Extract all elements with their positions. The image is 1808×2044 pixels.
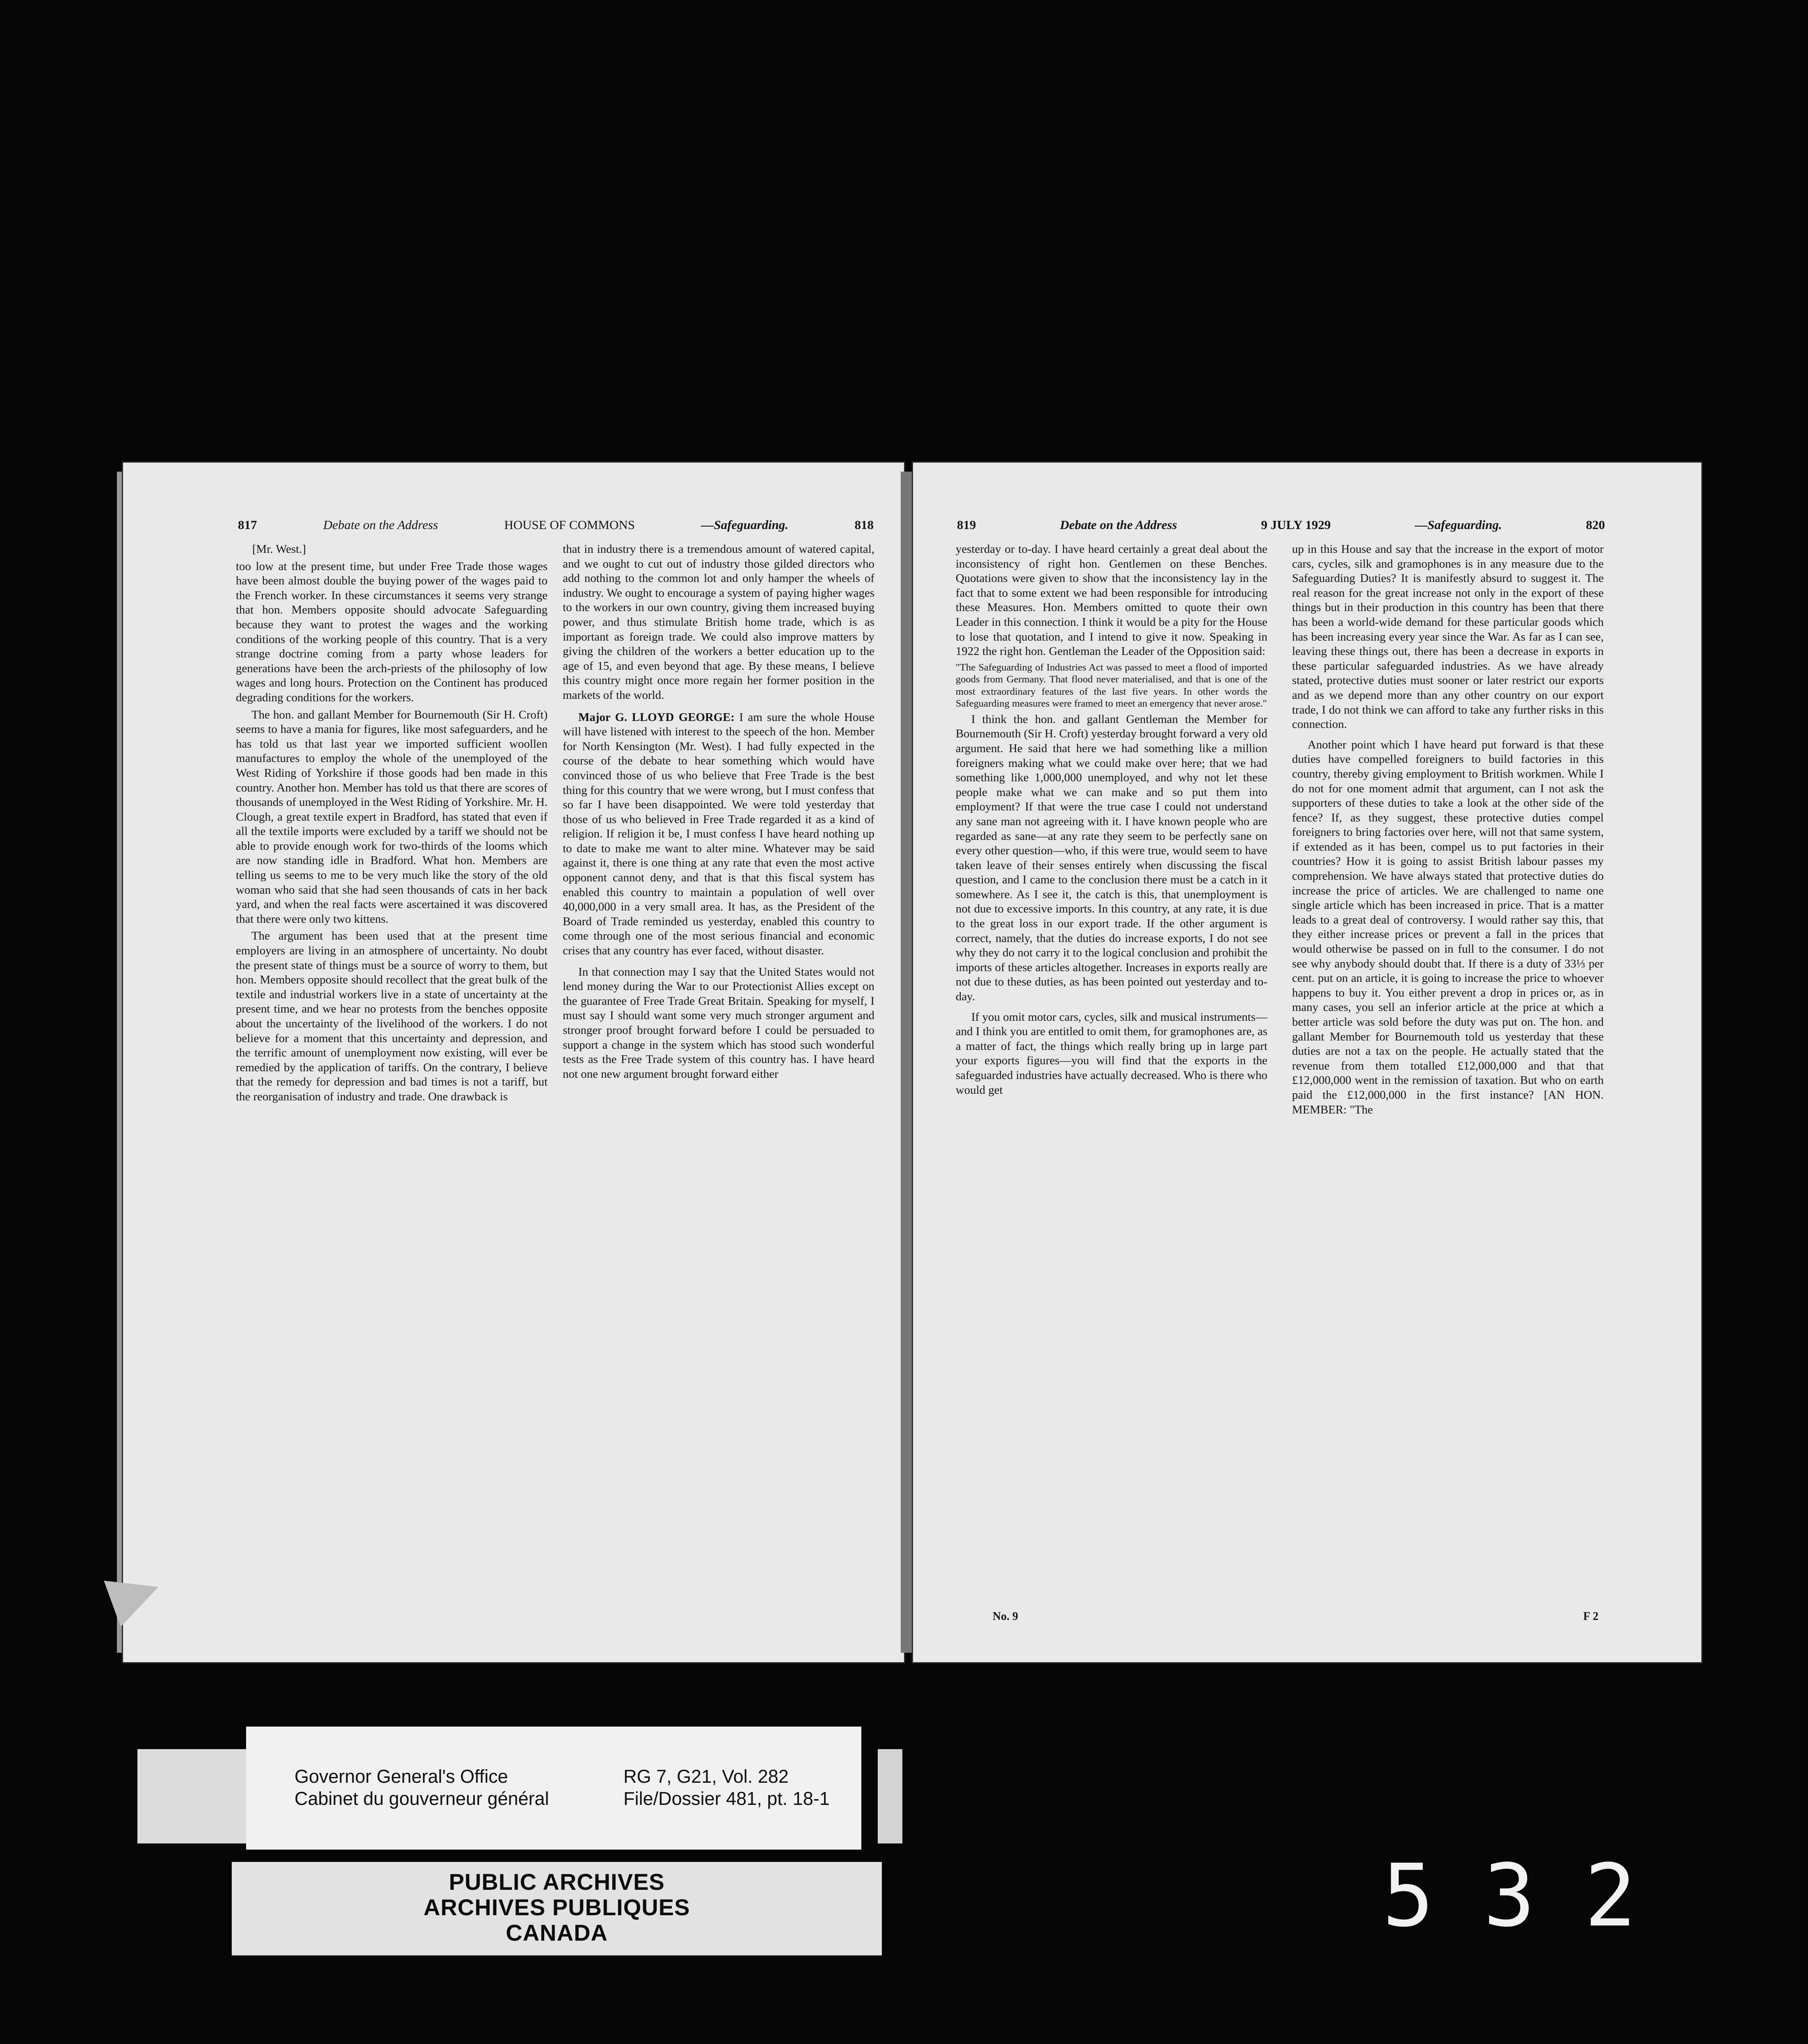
stamp-line: PUBLIC ARCHIVES	[449, 1869, 665, 1895]
paragraph: If you omit motor cars, cycles, silk and musical instruments—and I think you are entitled to omit them, for gramophones are, as a matter of fact, the things which really bring up in large part your exports figures—you will find that the exports in the safeguarded industries have actually decreased. Who is there who would get	[956, 1010, 1267, 1097]
archive-label	[246, 1727, 861, 1850]
office-name-en: Governor General's Office	[294, 1766, 508, 1787]
subject-title: —Safeguarding.	[701, 518, 789, 532]
page-number-left: 819	[957, 518, 976, 532]
page-number-right: 820	[1586, 518, 1605, 532]
right-page-column-1	[956, 542, 1267, 1592]
right-page-column-2	[1292, 542, 1604, 1592]
record-reference: RG 7, G21, Vol. 282	[623, 1766, 789, 1787]
paragraph: In that connection may I say that the United States would not lend money during the War to our Protectionist Allies except on the guarantee of Free Trade Great Britain. Speaking for myself, I must say I should want some very much stronger argument and stronger proof brought forward before I could be persuaded to support a change in the system which has stood such wonderful tests as the Free Trade system of this country has. I have heard not one new argument brought forward either	[563, 965, 874, 1081]
page-number-left: 817	[238, 518, 257, 532]
date-title: 9 JULY 1929	[1261, 518, 1331, 532]
book-spine	[901, 472, 913, 1653]
house-title: HOUSE OF COMMONS	[504, 518, 635, 532]
speaker-name: Major G. LLOYD GEORGE:	[578, 710, 735, 724]
subject-title: —Safeguarding.	[1415, 518, 1502, 532]
speech-paragraph	[563, 710, 874, 958]
running-title: Debate on the Address	[1060, 518, 1177, 532]
left-page-column-2	[563, 542, 874, 1592]
speaker-continued: [Mr. West.]	[252, 543, 306, 556]
right-page-header	[957, 518, 1605, 532]
block-quote: "The Safeguarding of Industries Act was passed to meet a flood of imported goods from Germany. That flood never materialised, and that is one of the most extraordinary features of the last five years. In other words the Safeguarding measures were framed to meet an emergency that never arose."	[956, 662, 1267, 709]
stamp-line: CANADA	[506, 1920, 608, 1946]
archives-stamp	[232, 1862, 882, 1955]
paragraph: I think the hon. and gallant Gentleman the Member for Bournemouth (Sir H. Croft) yesterday brought forward a very old argument. He said that here we had something like a million foreigners making what we could make over here; that we had something like 1,000,000 unemployed, and why not let these people make what we can make and so put them into employment? If that were the true case I could not understand any sane man not agreeing with it. I have known people who are regarded as sane—at any rate they seem to be perfectly sane on every other question—who, if this were true, would seem to have taken leave of their senses entirely when discussing the fiscal question, and I came to the conclusion there must be a catch in it somewhere. As I see it, the catch is this, that unemployment is not due to excessive imports. In this country, at any rate, it is due to the great loss in our export trade. If the other argument is correct, namely, that the duties do increase exports, I do not see why they do not carry it to the logical conclusion and prohibit the imports of these articles altogether. Increases in exports really are not due to these duties, as has been pointed out yesterday and to-day.	[956, 712, 1267, 1004]
signature-mark: F 2	[1583, 1610, 1599, 1623]
signature-mark: No. 9	[993, 1610, 1018, 1623]
stamp-line: ARCHIVES PUBLIQUES	[423, 1894, 690, 1920]
film-leader	[878, 1749, 902, 1843]
paragraph: The hon. and gallant Member for Bournemouth (Sir H. Croft) seems to have a mania for figures, like most safeguarders, and he has told us that last year we imported sufficient woollen manufactures to employ the whole of the unemployed of the West Riding of Yorkshire if those goods had ben made in this country. Another hon. Member has told us that there are scores of thousands of unemployed in the West Riding of Yorkshire. Mr. H. Clough, a great textile expert in Bradford, has stated that even if all the textile imports were excluded by a tariff we should not be able to provide enough work for two-thirds of the looms which are now standing idle in Bradford. What hon. Members are telling us seems to me to be very much like the story of the old woman who said that she had seen thousands of cats in her back yard, and when the real facts were ascertained it was discovered that there were only two kittens.	[236, 708, 548, 926]
speech-text: I am sure the whole House will have listened with interest to the speech of the hon. Member for North Kensington (Mr. West). I had fully expected in the course of the debate to hear something which would have convinced those of us who believe that Free Trade is the best thing for this country that we were wrong, but I must confess that so far I have been disappointed. We were told yesterday that those of us who believed in Free Trade regarded it as a kind of religion. If religion it be, I must confess I have heard nothing up to date to make me want to alter mine. Whatever may be said against it, there is one thing at any rate that even the most active opponent cannot deny, and that is that this fiscal system has enabled this country to maintain a population of well over 40,000,000 in a very small area. It has, as the President of the Board of Trade reminded us yesterday, enabled this country to come through one of the most serious financial and economic crises that any country has ever faced, without disaster.	[563, 710, 874, 958]
paragraph: up in this House and say that the increase in the export of motor cars, cycles, silk and gramophones is in any measure due to the Safeguarding Duties? It is manifestly absurd to suggest it. The real reason for the great increase not only in the export of these things but in their production in this country has been that there has been a world-wide demand for these particular goods which has been increasing every year since the War. As far as I can see, leaving these things out, there has been a decrease in exports in these particular safeguarded industries. As we have already stated, protective duties must sooner or later restrict our exports and as we depend more than any other country on our export trade, I do not think we can afford to take any further risks in this connection.	[1292, 543, 1604, 731]
paragraph: Another point which I have heard put forward is that these duties have compelled foreigners to build factories in this country, thereby giving employment to British workmen. While I do not for one moment admit that argument, can I not ask the supporters of these duties to take a look at the other side of the fence? If, as they suggest, these protective duties compel foreigners to bring factories over here, will not that same system, if extended as it has been, compel us to put factories in their countries? How it is going to assist British labour passes my comprehension. We have always stated that protective duties do increase the price of articles. We are challenged to name one single article which has been increased in price. That is a matter leads to a great deal of controversy. I would rather say this, that they either increase prices or prevent a fall in the prices that would otherwise be passed on in full to the consumer. I do not see why anybody should doubt that. If there is a duty of 33⅓ per cent. put on an article, it is going to increase the price to whoever happens to buy it. You either prevent a drop in prices or, as in many cases, you sell an inferior article at the price at which a better article was sold before the duty was put on. The hon. and gallant Member for Bournemouth told us yesterday that these duties are not a tax on the people. He actually stated that the revenue from them totalled £12,000,000 and that that £12,000,000 went in the remission of taxation. But who on earth paid the £12,000,000 in the first instance? [AN HON. MEMBER: "The	[1292, 738, 1604, 1116]
page-number-right: 818	[854, 518, 874, 532]
file-reference: File/Dossier 481, pt. 18-1	[623, 1788, 830, 1809]
running-title: Debate on the Address	[323, 518, 438, 532]
paragraph: that in industry there is a tremendous amount of watered capital, and we ought to cut out of industry those gilded directors who add nothing to the common lot and only hamper the wheels of industry. We ought to encourage a system of paying higher wages to the workers in our own country, giving them increased buying power, and thus stimulate British home trade, which is as important as foreign trade. We could also improve matters by giving the children of the workers a better education up to the age of 15, and even beyond that age. By these means, I believe this country might once more regain her former position in the markets of the world.	[563, 543, 874, 702]
left-page-header	[238, 518, 874, 532]
left-page-column-1	[236, 542, 548, 1592]
paragraph: too low at the present time, but under Free Trade those wages have been almost double the buying power of the wages paid to the French worker. In these circumstances it seems very strange that hon. Members opposite should advocate Safeguarding because they want to protest the wages and the working conditions of the working people of this country. That is a very strange doctrine coming from a party whose leaders for generations have been the arch-priests of the philosophy of low wages and long hours. Protection on the Continent has produced degrading conditions for the workers.	[236, 559, 548, 704]
film-leader	[137, 1749, 248, 1843]
paragraph: yesterday or to-day. I have heard certainly a great deal about the inconsistency of right hon. Gentlemen on these Benches. Quotations were given to show that the inconsistency lay in the fact that to some extent we had been responsible for introducing these Measures. Hon. Members omitted to quote their own Leader in this connection. I think it would be a pity for the House to lose that quotation, and I intend to give it now. Speaking in 1922 the right hon. Gentleman the Leader of the Opposition said:	[956, 543, 1267, 658]
office-name-fr: Cabinet du gouverneur général	[294, 1788, 549, 1809]
paragraph: The argument has been used that at the present time employers are living in an atmosphere of uncertainty. No doubt the present state of things must be a source of worry to them, but hon. Members opposite should recollect that the great bulk of the textile and industrial workers live in a state of uncertainty at the present time, and we hear no protests from the benches opposite about the uncertainty of the livelihood of the workers. I do not believe for a moment that this uncertainty and depression, and the terrific amount of unemployment now existing, will ever be remedied by the application of tariffs. On the contrary, I believe that the remedy for depression and bad times is not a tariff, but the reorganisation of industry and trade. One drawback is	[236, 929, 548, 1103]
frame-number: 532	[1382, 1846, 1686, 1946]
